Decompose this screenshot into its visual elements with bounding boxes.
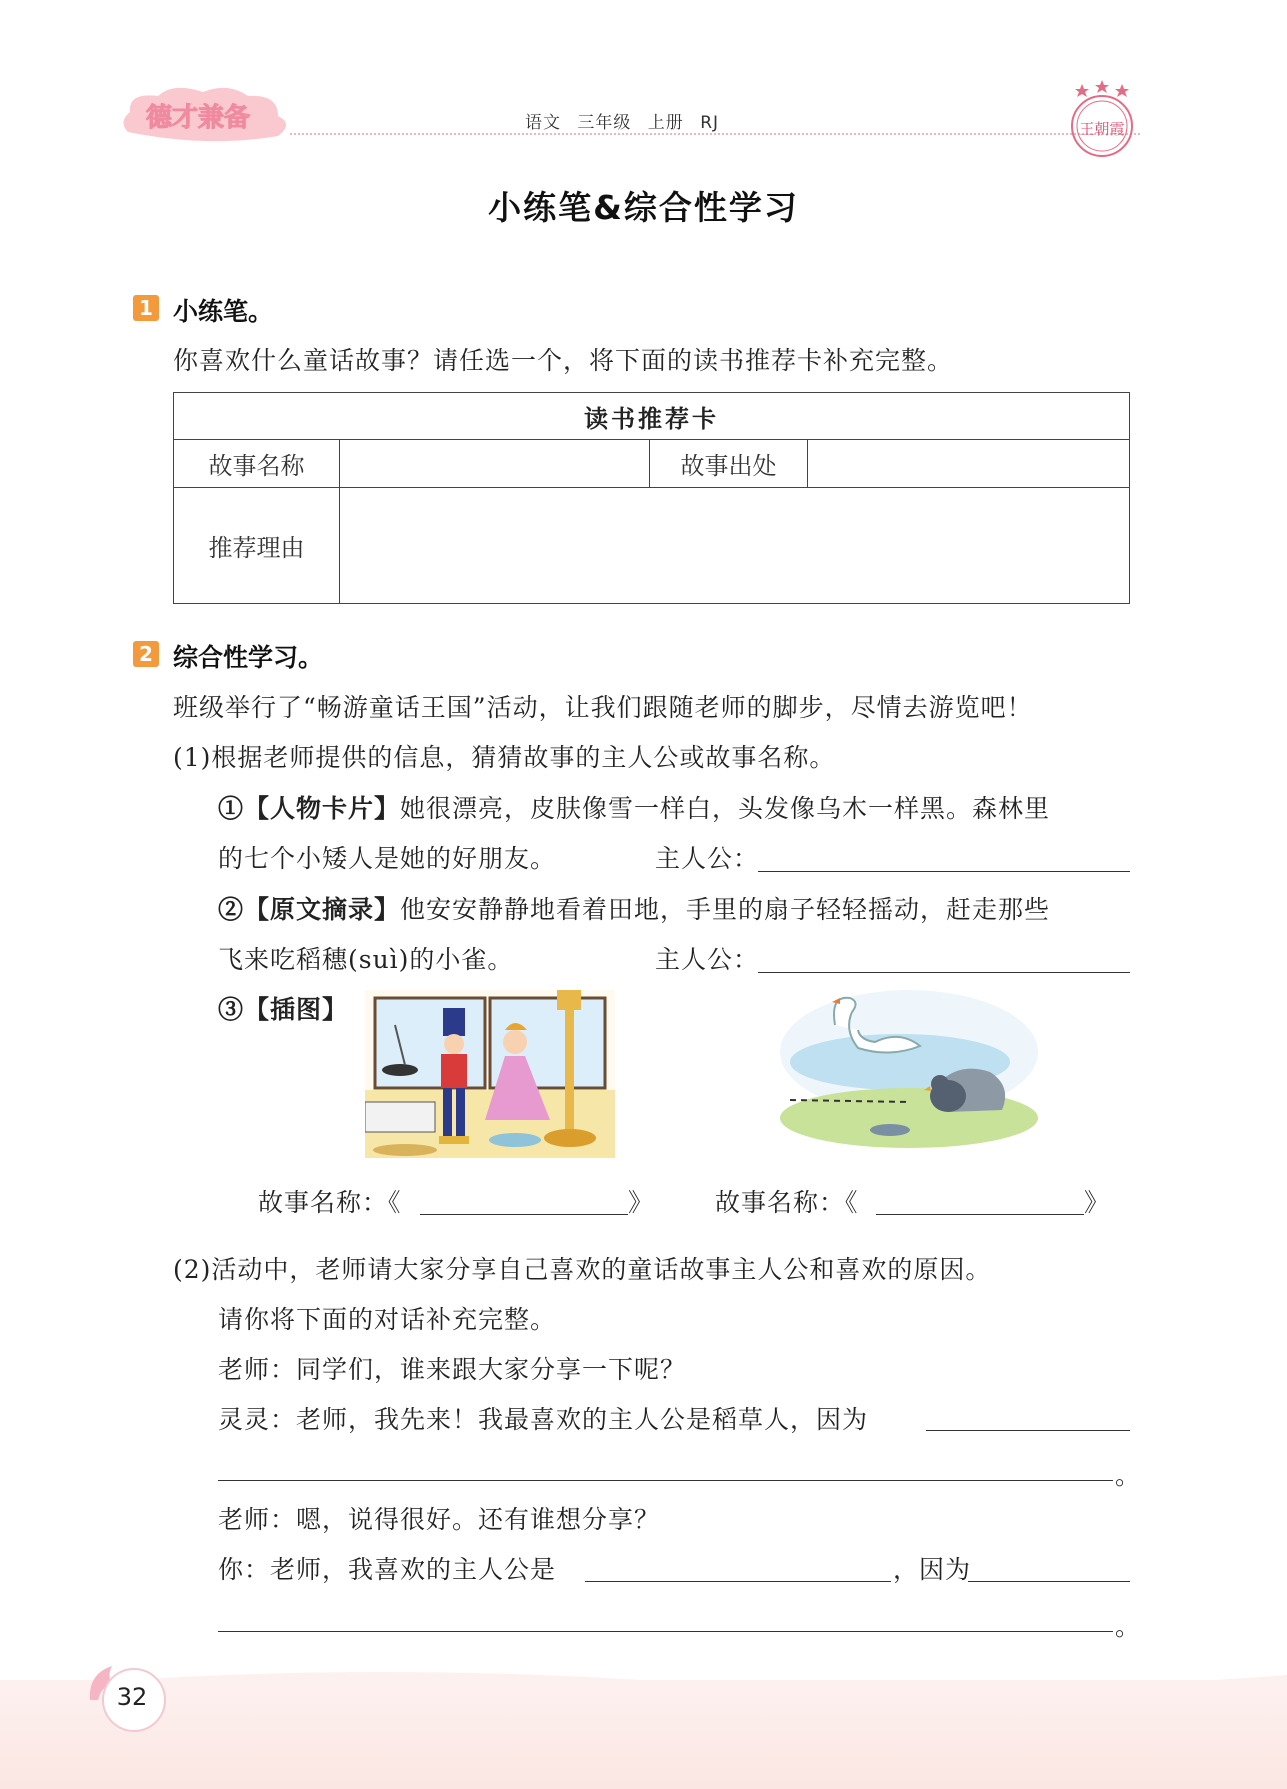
part-2-label: (2)活动中，老师请大家分享自己喜欢的童话故事主人公和喜欢的原因。 <box>173 1255 992 1284</box>
your-reason-blank-a[interactable] <box>968 1581 1130 1582</box>
item-2-line-a: ②【原文摘录】他安安静静地看着田地，手里的扇子轻轻摇动，赶走那些 <box>218 895 1051 924</box>
item-2-answer-blank[interactable] <box>758 972 1130 973</box>
item-1-line-a: ①【人物卡片】她很漂亮，皮肤像雪一样白，头发像乌木一样黑。森林里 <box>218 794 1051 823</box>
dialogue-lingling: 灵灵：老师，我先来！我最喜欢的主人公是稻草人，因为 <box>218 1405 869 1434</box>
page-number: 32 <box>116 1683 148 1711</box>
dialogue-you-start: 你：老师，我喜欢的主人公是 <box>218 1555 557 1584</box>
dialogue-teacher-1: 老师：同学们，谁来跟大家分享一下呢？ <box>218 1355 687 1384</box>
lingling-reason-blank-b[interactable] <box>218 1480 1113 1481</box>
reason-field[interactable] <box>340 488 1130 604</box>
item-1-line-b: 的七个小矮人是她的好朋友。 <box>218 844 557 873</box>
author-seal-icon <box>1062 76 1142 162</box>
story-name-right-label: 故事名称：《 <box>715 1188 859 1217</box>
item-3-tag: ③【插图】 <box>218 995 349 1024</box>
story-source-field[interactable] <box>808 440 1130 488</box>
footer-band <box>0 1680 1287 1789</box>
story-name-left-blank[interactable] <box>420 1214 628 1215</box>
question-2-heading: 综合性学习。 <box>173 643 324 672</box>
question-1-prompt: 你喜欢什么童话故事？请任选一个，将下面的读书推荐卡补充完整。 <box>173 346 954 375</box>
story-name-right-close: 》 <box>1084 1188 1111 1217</box>
dialogue-you-because: ，因为 <box>893 1555 972 1584</box>
item-2-line-b: 飞来吃稻穗(suì)的小雀。 <box>218 945 514 974</box>
story-name-label: 故事名称 <box>174 440 340 488</box>
story-source-label: 故事出处 <box>650 440 808 488</box>
reading-recommendation-card <box>173 392 1130 604</box>
header-divider <box>290 133 1140 135</box>
reason-label: 推荐理由 <box>174 488 340 604</box>
brand-logo <box>118 82 294 146</box>
lingling-reason-blank-a[interactable] <box>926 1430 1130 1431</box>
question-1-number: 1 <box>133 295 159 321</box>
item-1-answer-blank[interactable] <box>758 871 1130 872</box>
your-reason-blank-b[interactable] <box>218 1631 1113 1632</box>
question-2-number: 2 <box>133 641 159 667</box>
story-name-left-label: 故事名称：《 <box>258 1188 402 1217</box>
dialogue-teacher-2: 老师：嗯，说得很好。还有谁想分享？ <box>218 1505 661 1534</box>
svg-text:德才兼备: 德才兼备 <box>146 103 251 133</box>
story-name-field[interactable] <box>340 440 650 488</box>
part-2-instruction: 请你将下面的对话补充完整。 <box>218 1305 557 1334</box>
subject-line: 语文 三年级 上册 RJ <box>525 113 720 133</box>
question-1-heading: 小练笔。 <box>173 297 274 326</box>
page-title: 小练笔&综合性学习 <box>488 188 799 227</box>
your-hero-blank[interactable] <box>585 1581 891 1582</box>
story-name-left-close: 》 <box>628 1188 655 1217</box>
card-caption: 读书推荐卡 <box>174 393 1130 440</box>
item-1-answer-label: 主人公： <box>655 844 760 873</box>
story-name-right-blank[interactable] <box>876 1214 1084 1215</box>
question-2-intro: 班级举行了“畅游童话王国”活动，让我们跟随老师的脚步，尽情去游览吧！ <box>173 693 1033 722</box>
ugly-duckling-illustration <box>780 990 1038 1150</box>
period-1: 。 <box>1115 1461 1142 1490</box>
svg-text:王朝霞: 王朝霞 <box>1079 120 1125 138</box>
period-2: 。 <box>1115 1612 1142 1641</box>
item-2-answer-label: 主人公： <box>655 945 760 974</box>
part-1-label: (1)根据老师提供的信息，猜猜故事的主人公或故事名称。 <box>173 743 836 772</box>
tin-soldier-illustration <box>365 990 615 1158</box>
